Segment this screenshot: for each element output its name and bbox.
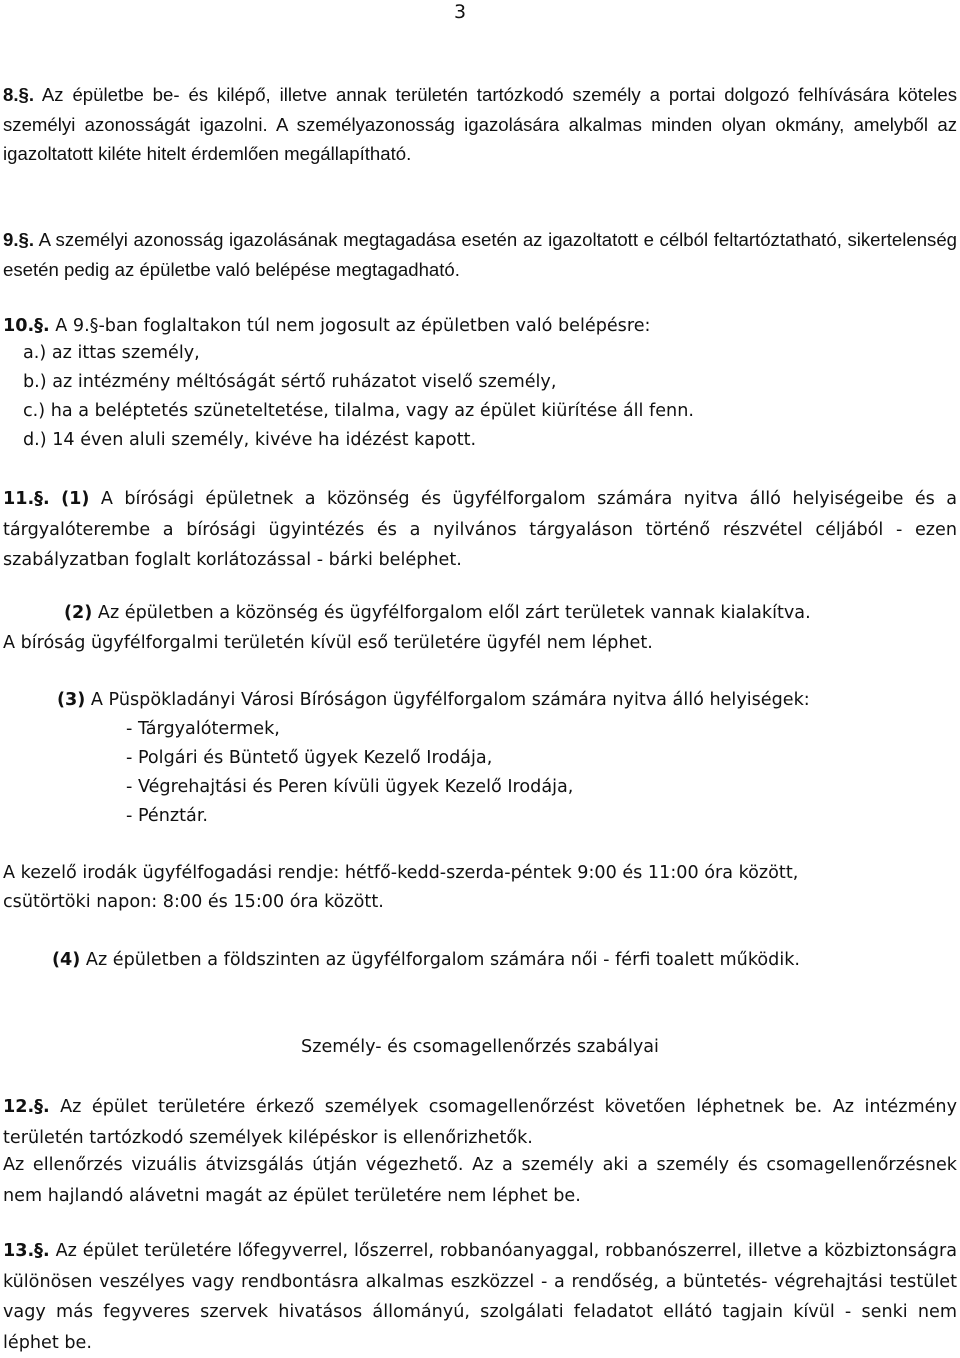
list-item: - Végrehajtási és Peren kívüli ügyek Kezelő Irodája,: [126, 777, 574, 797]
section-2-line-1: [64, 601, 811, 625]
paragraph-10-intro-line: [3, 314, 650, 338]
section-4-text: Az épületben a földszinten az ügyfélforgalom számára női - férfi toalett működik.: [85, 950, 800, 970]
paragraph-12-number: 12.§.: [3, 1097, 50, 1117]
section-4-number: (4): [52, 950, 81, 970]
paragraph-8-number: 8.§.: [3, 84, 35, 105]
paragraph-12-text: Az épület területére érkező személyek csomagellenőrzést követően léphetnek be. Az intézmény területén tartózkodó személyek kilépéskor is ellenőrizhetők.: [3, 1097, 957, 1148]
section-1-text: A bírósági épületnek a közönség és ügyfélforgalom számára nyitva álló helyiségeibe és a tárgyalóterembe a bírósági ügyintézés és a nyilvános tárgyaláson történő részvétel céljából - ezen szabályzatban foglalt korlátozással - bárki beléphet.: [3, 489, 958, 570]
section-heading: Személy- és csomagellenőrzés szabályai: [301, 1037, 659, 1057]
section-1-number: (1): [61, 489, 90, 509]
paragraph-12-continued: Az ellenőrzés vizuális átvizsgálás útján végezhető. Az a személy aki a személy és csomagellenőrzésnek nem hajlandó alávetni magát az épület területére nem léphet be.: [3, 1155, 957, 1206]
paragraph-10-number: 10.§.: [3, 316, 50, 336]
office-hours-line-1: A kezelő irodák ügyfélfogadási rendje: hétfő-kedd-szerda-péntek 9:00 és 11:00 óra között,: [3, 863, 799, 883]
list-item: - Pénztár.: [126, 806, 209, 826]
paragraph-12: [3, 1092, 957, 1153]
paragraph-13-text: Az épület területére lőfegyverrel, lőszerrel, robbanóanyaggal, robbanószerrel, illetve a közbiztonságra különösen veszélyes vagy rendbontásra alkalmas eszközzel - a rendőség, a büntetés- végrehajtási testület vagy más fegyveres szervek hivatásos állományú, szolgálati feladatot ellátó tagjain kívül - senki nem léphet be.: [3, 1241, 957, 1353]
paragraph-11-section-1: [3, 484, 957, 576]
list-item: a.) az ittas személy,: [23, 343, 200, 363]
section-2-line-2: A bíróság ügyfélforgalmi területén kívül eső területére ügyfél nem léphet.: [3, 633, 653, 653]
section-3-text: A Püspökladányi Városi Bíróságon ügyfélforgalom számára nyitva álló helyiségek:: [90, 690, 810, 710]
section-2-text: Az épületben a közönség és ügyfélforgalom elől zárt területek vannak kialakítva.: [97, 603, 811, 623]
paragraph-10-intro: A 9.§-ban foglaltakon túl nem jogosult az épületben való belépésre:: [55, 316, 651, 336]
section-3-line: [57, 688, 810, 712]
section-2-number: (2): [64, 603, 93, 623]
paragraph-9-text: A személyi azonosság igazolásának megtagadása esetén az igazoltatott e célból feltartóztatható, sikertelenség esetén pedig az épületbe való belépése megtagadható.: [3, 229, 958, 280]
office-hours-line-2: csütörtöki napon: 8:00 és 15:00 óra között.: [3, 892, 384, 912]
paragraph-13: [3, 1236, 957, 1358]
paragraph-13-number: 13.§.: [3, 1241, 50, 1261]
list-item: c.) ha a beléptetés szüneteltetése, tilalma, vagy az épület kiürítése áll fenn.: [23, 401, 694, 421]
list-item: - Tárgyalótermek,: [126, 719, 280, 739]
section-3-number: (3): [57, 690, 86, 710]
page-number: 3: [454, 1, 467, 23]
list-item: d.) 14 éven aluli személy, kivéve ha idézést kapott.: [23, 430, 477, 450]
paragraph-8: [3, 80, 957, 169]
list-item: b.) az intézmény méltóságát sértő ruházatot viselő személy,: [23, 372, 557, 392]
section-4-line: [52, 948, 800, 972]
paragraph-8-text: Az épületbe be- és kilépő, illetve annak területén tartózkodó személy a portai dolgozó felhívására köteles személyi azonosságát igazolni. A személyazonosság igazolására alkalmas minden olyan okmány, amelyből az igazoltatott kiléte hitelt érdemlően megállapítható.: [3, 84, 957, 164]
list-item: - Polgári és Büntető ügyek Kezelő Irodája,: [126, 748, 493, 768]
paragraph-11-number: 11.§.: [3, 489, 50, 509]
paragraph-9: [3, 225, 957, 284]
paragraph-9-number: 9.§.: [3, 229, 35, 250]
